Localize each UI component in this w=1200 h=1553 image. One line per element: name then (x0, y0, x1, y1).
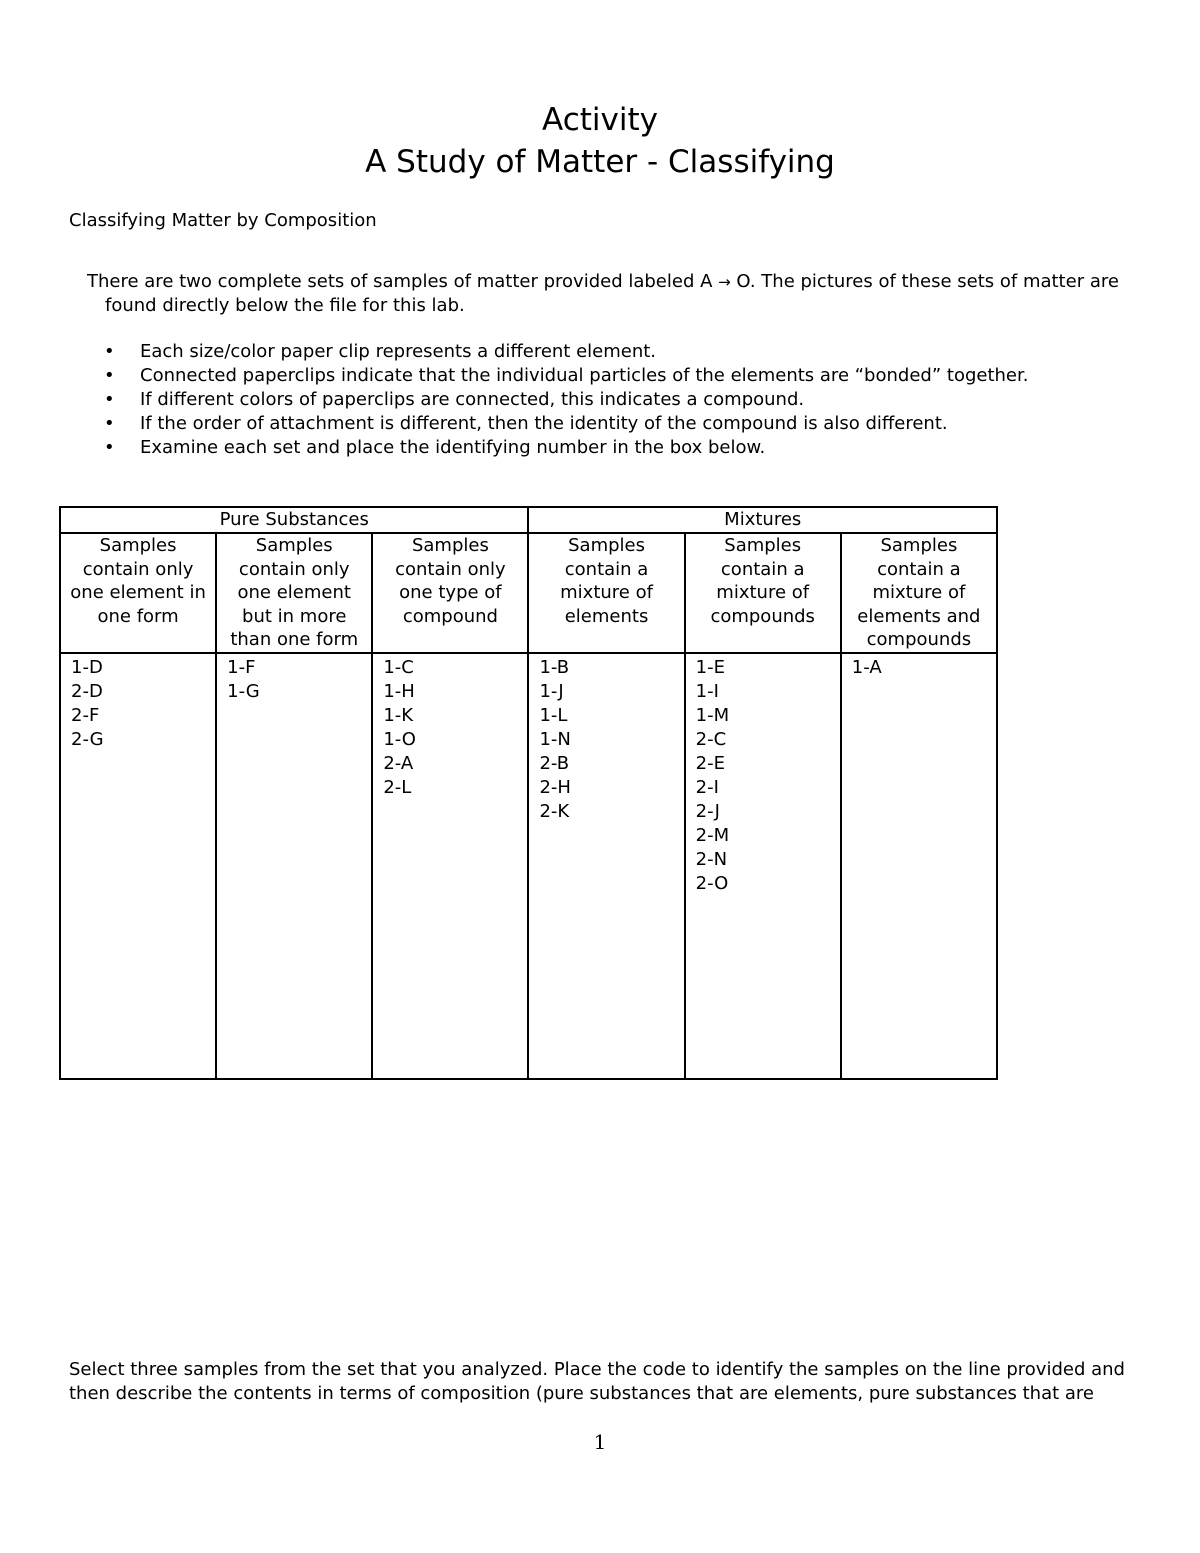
sample-code: 2-D (71, 680, 103, 702)
sample-code: 1-B (539, 656, 570, 678)
list-item-text: If different colors of paperclips are connected, this indicates a compound. (140, 389, 805, 410)
sample-code: 2-E (695, 752, 725, 774)
page-number: 1 (593, 1430, 607, 1454)
sample-code: 2-M (695, 824, 730, 846)
sample-code: 2-H (539, 776, 571, 798)
answer-cell-mixture-elements-compounds (841, 653, 997, 1079)
page-title-line-2: A Study of Matter - Classifying (365, 144, 835, 180)
closing-instructions: Select three samples from the set that you analyzed. Place the code to identify the samples on the line provided and then describe the contents in terms of composition (pure substances that are elements, pure substances that are (69, 1359, 1125, 1404)
bullet-icon: • (104, 341, 115, 362)
sample-code: 2-F (71, 704, 100, 726)
sample-code: 1-F (227, 656, 256, 678)
sample-code: 2-K (539, 800, 570, 822)
sample-code: 2-G (71, 728, 104, 750)
sample-code: 1-M (695, 704, 730, 726)
list-item (104, 412, 1028, 436)
sample-code: 2-A (383, 752, 414, 774)
column-header-row (60, 533, 997, 653)
answer-cell-one-element-many-forms (216, 653, 372, 1079)
intro-paragraph (69, 270, 1145, 317)
classification-table (59, 506, 998, 1080)
sample-code: 1-I (695, 680, 719, 702)
answer-cell-mixture-compounds (685, 653, 841, 1079)
answer-cell-one-compound (372, 653, 528, 1079)
sample-code: 1-L (539, 704, 568, 726)
sample-code: 1-E (695, 656, 725, 678)
page-title-line-1: Activity (542, 102, 658, 138)
group-header-mixtures: Mixtures (528, 507, 997, 533)
bullet-icon: • (104, 389, 115, 410)
intro-text-end: O. The pictures of these sets of matter are found directly below the file for this lab. (105, 271, 1119, 316)
column-header-mixture-compounds: Samples contain a mixture of compounds (685, 533, 841, 653)
answer-cell-one-element-one-form (60, 653, 216, 1079)
bullet-icon: • (104, 365, 115, 386)
sample-code: 1-K (383, 704, 414, 726)
bullet-icon: • (104, 437, 115, 458)
intro-text-start: There are two complete sets of samples of matter provided labeled A (87, 271, 719, 292)
list-item-text: Examine each set and place the identifying number in the box below. (140, 437, 766, 458)
sample-code: 2-C (695, 728, 727, 750)
sample-code: 1-O (383, 728, 416, 750)
right-arrow-icon: → (718, 273, 731, 291)
sample-code: 1-J (539, 680, 564, 702)
list-item (104, 388, 1028, 412)
answer-cell-mixture-elements (528, 653, 684, 1079)
sample-code: 2-B (539, 752, 570, 774)
list-item-text: Connected paperclips indicate that the individual particles of the elements are “bonded” together. (140, 365, 1029, 386)
list-item-text: If the order of attachment is different, then the identity of the compound is also different. (140, 413, 948, 434)
instruction-list (104, 340, 1028, 460)
sample-code: 1-D (71, 656, 103, 678)
sample-code: 1-G (227, 680, 260, 702)
section-heading: Classifying Matter by Composition (69, 210, 377, 231)
list-item (104, 436, 1028, 460)
bullet-icon: • (104, 413, 115, 434)
sample-code: 1-A (851, 656, 882, 678)
sample-code: 2-J (695, 800, 720, 822)
sample-code: 1-H (383, 680, 415, 702)
sample-code: 1-C (383, 656, 414, 678)
column-header-one-element-many-forms: Samples contain only one element but in more than one form (216, 533, 372, 653)
list-item (104, 364, 1028, 388)
sample-code: 2-O (695, 872, 729, 894)
column-header-mixture-elements-compounds: Samples contain a mixture of elements and compounds (841, 533, 997, 653)
sample-code: 2-I (695, 776, 719, 798)
group-header-row (60, 507, 997, 533)
group-header-pure-substances: Pure Substances (60, 507, 528, 533)
column-header-mixture-elements: Samples contain a mixture of elements (528, 533, 684, 653)
answer-row (60, 653, 997, 1079)
sample-code: 2-L (383, 776, 412, 798)
list-item (104, 340, 1028, 364)
column-header-one-element-one-form: Samples contain only one element in one form (60, 533, 216, 653)
sample-code: 1-N (539, 728, 571, 750)
list-item-text: Each size/color paper clip represents a different element. (140, 341, 657, 362)
column-header-one-compound: Samples contain only one type of compound (372, 533, 528, 653)
sample-code: 2-N (695, 848, 728, 870)
